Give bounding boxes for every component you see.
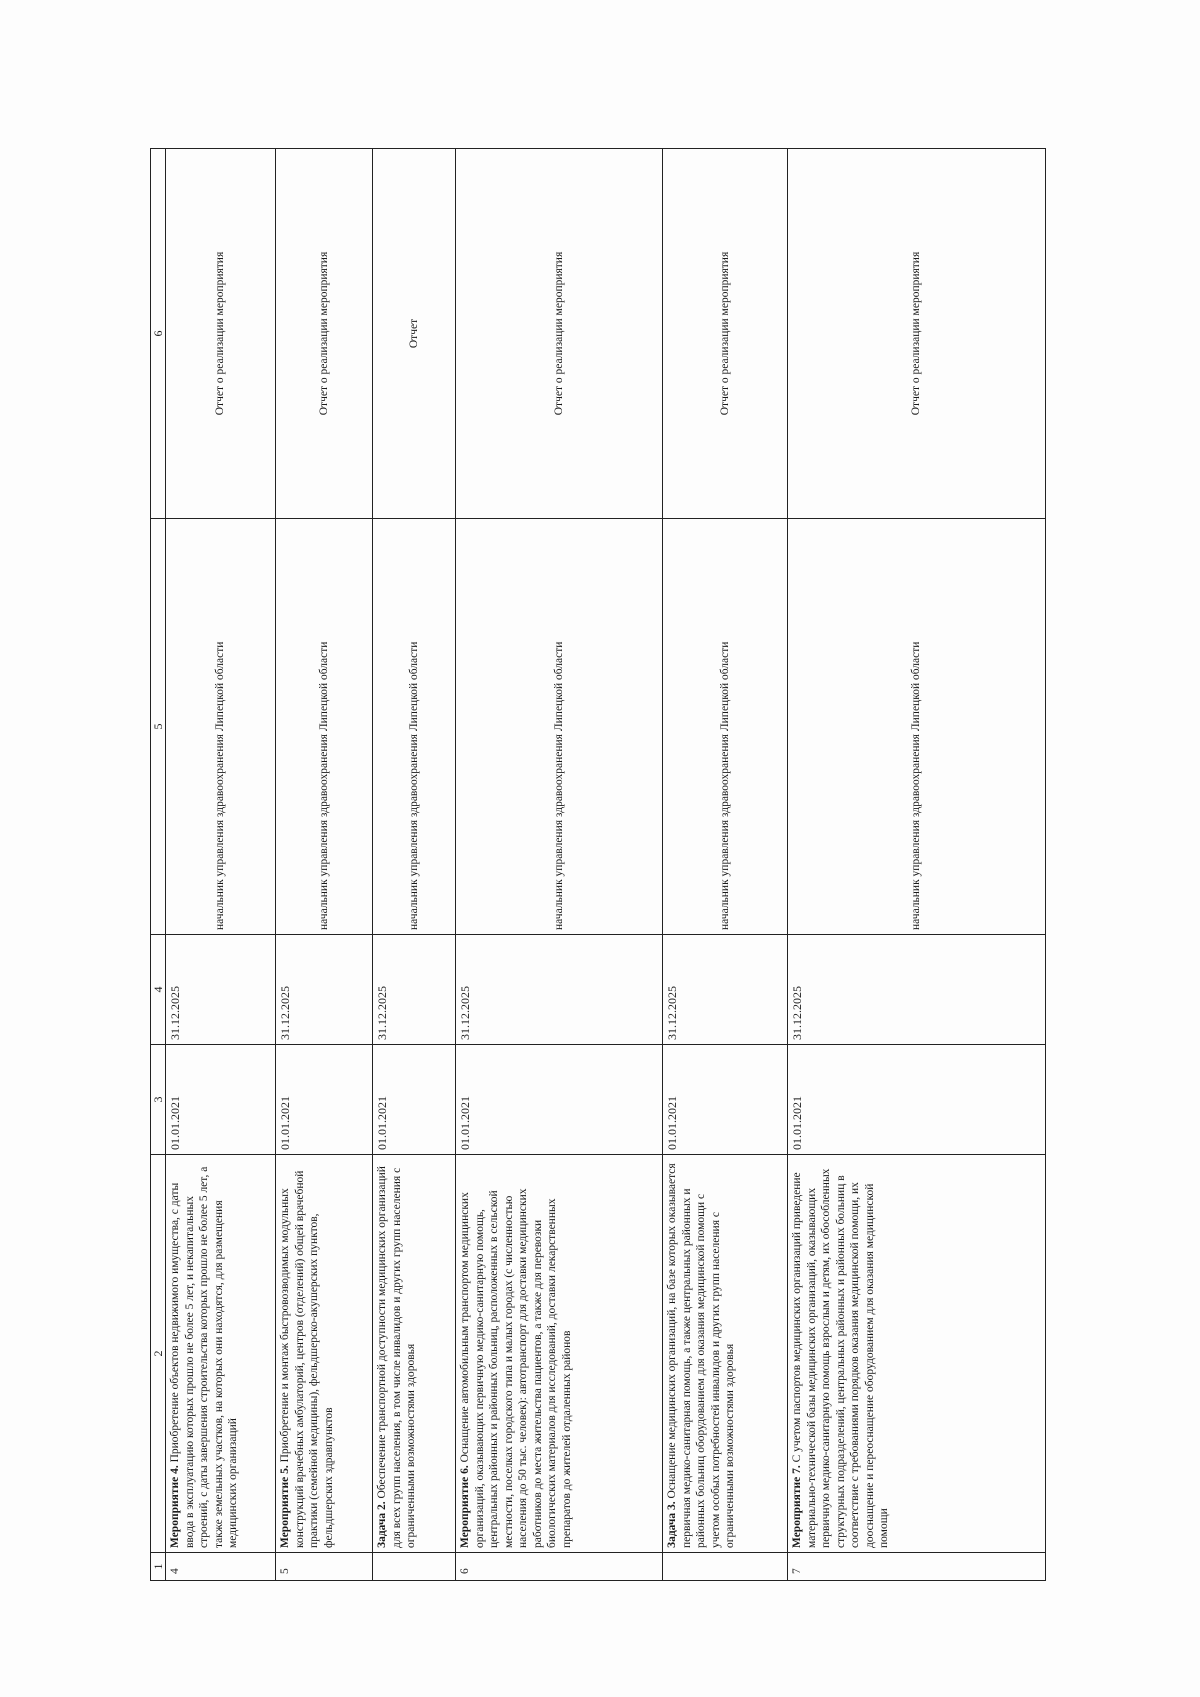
header-col-3: 3 — [151, 1045, 166, 1155]
table-row — [663, 149, 788, 1581]
measure-title: Мероприятие 4. — [169, 1465, 181, 1548]
measure-description — [456, 1155, 663, 1553]
start-date: 01.01.2021 — [663, 1045, 788, 1155]
row-number: 7 — [788, 1553, 1046, 1581]
header-col-1: 1 — [151, 1553, 166, 1581]
header-col-5: 5 — [151, 519, 166, 935]
header-col-2: 2 — [151, 1155, 166, 1553]
header-row — [151, 149, 166, 1581]
responsible-person: начальник управления здравоохранения Липецкой области — [373, 519, 456, 935]
measure-description — [166, 1155, 276, 1553]
result-report: Отчет о реализации мероприятия — [276, 149, 373, 519]
task-title: Задача 2. — [376, 1501, 388, 1548]
end-date: 31.12.2025 — [373, 935, 456, 1045]
responsible-person: начальник управления здравоохранения Липецкой области — [663, 519, 788, 935]
row-number: 5 — [276, 1553, 373, 1581]
start-date: 01.01.2021 — [788, 1045, 1046, 1155]
table-row — [166, 149, 276, 1581]
measure-description — [276, 1155, 373, 1553]
responsible-person: начальник управления здравоохранения Липецкой области — [788, 519, 1046, 935]
measure-text: Приобретение и монтаж быстровозводимых модульных конструкций врачебных амбулаторий, центров (отделений) общей врачебной практики (семейной медицины), фельдшерско-акушерских пунктов, фельдшерских здравпунктов — [279, 1170, 335, 1548]
result-report: Отчет о реализации мероприятия — [788, 149, 1046, 519]
header-col-6: 6 — [151, 149, 166, 519]
task-text: Обеспечение транспортной доступности медицинских организаций для всех групп населения, в том числе инвалидов и других групп населения с ограниченными возможностями здоровья — [376, 1166, 417, 1548]
measure-title: Мероприятие 6. — [459, 1465, 471, 1548]
measure-description — [373, 1155, 456, 1553]
responsible-person: начальник управления здравоохранения Липецкой области — [276, 519, 373, 935]
row-number — [663, 1553, 788, 1581]
measure-text: С учетом паспортов медицинских организаций приведение материально-технической базы медицинских организаций, оказывающих первичную медико-санитарную помощь взрослым и детям, их обособленных структурных подразделений, центральных районных и районных больниц в соответствие с требованиями порядков оказания медицинской помощи, их дооснащение и переоснащение оборудованием для оказания медицинской помощи — [791, 1168, 890, 1548]
measure-text: Приобретение объектов недвижимого имущества, с даты ввода в эксплуатацию которых прошло не более 5 лет, и некапитальных строений, с даты завершения строительства которых прошло не более 5 лет, а также земельных участков, на которых они находятся, для размещения медицинских организаций — [169, 1166, 239, 1548]
task-text: Оснащение медицинских организаций, на базе которых оказывается первичная медико-санитарная помощь, а также центральных районных и районных больниц оборудованием для оказания медицинской помощи с учетом особых потребностей инвалидов и других групп населения с ограниченными возможностями здоровья — [666, 1163, 736, 1548]
end-date: 31.12.2025 — [788, 935, 1046, 1045]
task-title: Задача 3. — [666, 1501, 678, 1548]
row-number: 4 — [166, 1553, 276, 1581]
measures-table — [150, 148, 1046, 1581]
row-number: 6 — [456, 1553, 663, 1581]
end-date: 31.12.2025 — [663, 935, 788, 1045]
table-row — [788, 149, 1046, 1581]
start-date: 01.01.2021 — [166, 1045, 276, 1155]
measure-title: Мероприятие 5. — [279, 1465, 291, 1548]
row-number — [373, 1553, 456, 1581]
end-date: 31.12.2025 — [456, 935, 663, 1045]
measure-description — [788, 1155, 1046, 1553]
table-row — [456, 149, 663, 1581]
start-date: 01.01.2021 — [276, 1045, 373, 1155]
result-report: Отчет — [373, 149, 456, 519]
responsible-person: начальник управления здравоохранения Липецкой области — [166, 519, 276, 935]
result-report: Отчет о реализации мероприятия — [166, 149, 276, 519]
result-report: Отчет о реализации мероприятия — [456, 149, 663, 519]
measure-title: Мероприятие 7. — [791, 1465, 803, 1548]
header-col-4: 4 — [151, 935, 166, 1045]
start-date: 01.01.2021 — [456, 1045, 663, 1155]
rotated-table-wrapper — [150, 149, 1046, 1581]
end-date: 31.12.2025 — [166, 935, 276, 1045]
start-date: 01.01.2021 — [373, 1045, 456, 1155]
measure-description — [663, 1155, 788, 1553]
result-report: Отчет о реализации мероприятия — [663, 149, 788, 519]
responsible-person: начальник управления здравоохранения Липецкой области — [456, 519, 663, 935]
measure-text: Оснащение автомобильным транспортом медицинских организаций, оказывающих первичную медико-санитарную помощь, центральных районных и районных больниц, расположенных в сельской местности, поселках городского типа и малых городах (с численностью населения до 50 тыс. человек): автотранспорт для доставки медицинских работников до места жительства пациентов, а также для перевозки биологических материалов для исследований, доставки лекарственных препаратов до жителей отдаленных районов — [459, 1188, 573, 1548]
table-row — [373, 149, 456, 1581]
table-row — [276, 149, 373, 1581]
end-date: 31.12.2025 — [276, 935, 373, 1045]
